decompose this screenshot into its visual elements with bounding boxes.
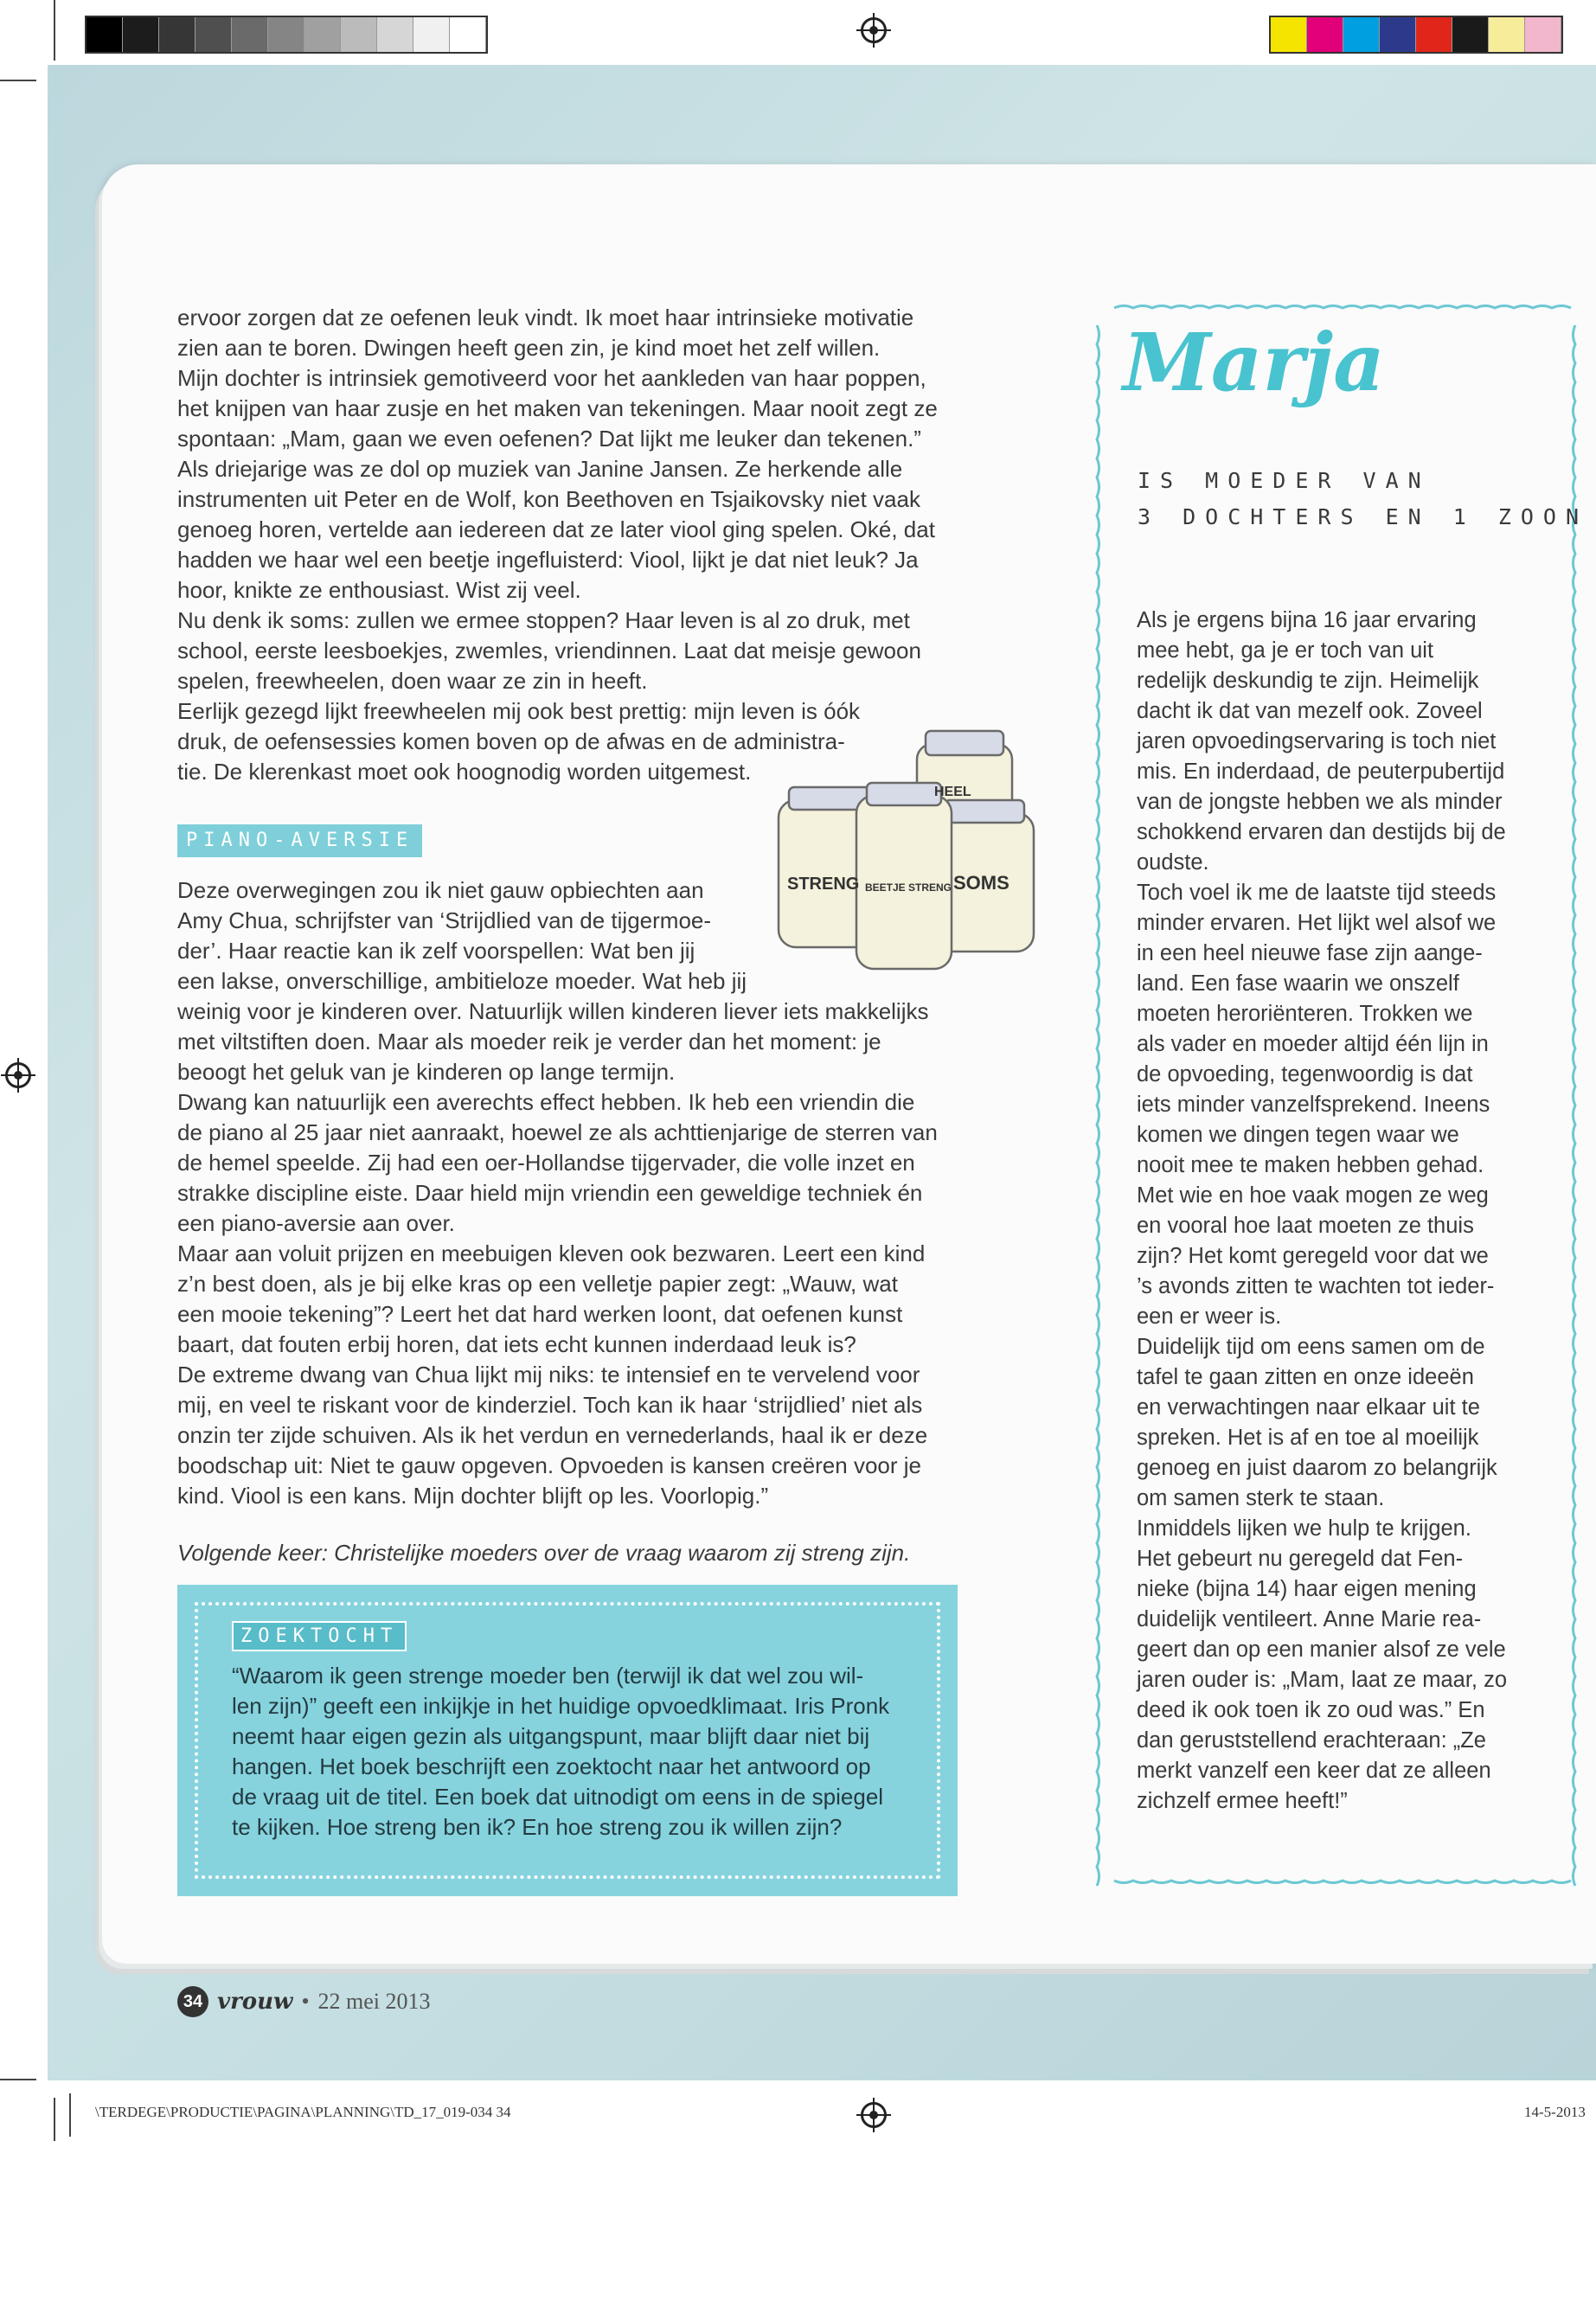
article-body-text: weinig voor je kinderen over. Natuurlijk willen kinderen liever iets makkelijks met viltstiften doen. Maar als moeder reik je verder dan het moment: je beoogt het geluk van je kinderen op lange termijn. Dwang kan natuurlijk een averechts effect hebben. Ik heb een vriendin die de piano al 25 jaar niet aanraakt, hoewel ze als achttienjarige de sterren van de hemel speelde. Zij had een oer-Hollandse tijgervader, die volle inzet en strakke discipline eiste. Daar hield mijn vriendin een geweldige techniek én een piano-aversie aan over. Maar aan voluit prijzen en meebuigen kleven ook bezwaren. Leert een kind z’n best doen, als je bij elke kras op een velletje papier zegt: „Wauw, wat een mooie tekening”? Leert het dat hard werken loont, dat oefenen kunst baart, dat fouten erbij horen, dat iets echt kunnen inderdaad leuk is? De extreme dwang van Chua lijkt mij niks: te intensief en te vervelend voor mij, en veel te riskant voor de kinderziel. Toch kan ik haar ‘strijdlied’ niet als onzin ter zijde schuiven. Als ik het verdun en vernederlands, haal ik er deze boodschap uit: Niet te gauw opgeven. Opvoeden is kansen creëren voor je kind. Viool is een kans. Mijn dochter blijft op les. Voorlopig.” xyxy=(177,998,938,1509)
registration-mark-bottom xyxy=(861,2102,887,2128)
zoektocht-box xyxy=(177,1585,958,1896)
color-swatch-2 xyxy=(1343,17,1380,52)
grayscale-calibration-bar xyxy=(85,16,488,54)
color-swatch-5 xyxy=(1452,17,1489,52)
registration-mark-left xyxy=(5,1062,31,1088)
crop-mark xyxy=(69,2093,71,2137)
registration-mark-top xyxy=(861,17,887,43)
zoektocht-text: “Waarom ik geen strenge moeder ben (terwijl ik dat wel zou wil- len zijn)” geeft een inkijkje in het huidige opvoedklimaat. Iris Pronk neemt haar eigen gezin als uitgangspunt, maar blijft daar niet bij hangen. Het boek beschrijft een zoektocht naar het antwoord op de vraag uit de titel. Een boek dat uitnodigt om eens in de spiegel te kijken. Hoe streng ben ik? En hoe streng zou ik willen zijn? xyxy=(232,1663,890,1840)
gray-swatch-6 xyxy=(304,17,341,52)
sidebar-name: Marja xyxy=(1123,316,1385,409)
color-swatch-6 xyxy=(1489,17,1525,52)
gray-swatch-5 xyxy=(268,17,304,52)
print-slug-date: 14-5-2013 xyxy=(1524,2104,1586,2120)
gray-swatch-9 xyxy=(413,17,450,52)
color-swatch-0 xyxy=(1271,17,1307,52)
gray-swatch-0 xyxy=(87,17,123,52)
print-slug-path: \TERDEGE\PRODUCTIE\PAGINA\PLANNING\TD_17_019-034 34 xyxy=(95,2104,511,2120)
footer-separator: • xyxy=(301,1989,310,2014)
gray-swatch-8 xyxy=(377,17,413,52)
gray-swatch-10 xyxy=(450,17,486,52)
color-swatch-3 xyxy=(1380,17,1416,52)
crop-mark xyxy=(0,80,36,81)
color-calibration-bar xyxy=(1269,16,1563,54)
gray-swatch-1 xyxy=(123,17,159,52)
sidebar-subtitle: IS MOEDER VAN 3 DOCHTERS EN 1 ZOON xyxy=(1138,468,1589,529)
jar-label-beetje-streng: BEETJE STRENG xyxy=(865,881,952,894)
page-footer xyxy=(177,1986,431,2017)
article-body-wrap: Deze overwegingen zou ik niet gauw opbiechten aan Amy Chua, schrijfster van ‘Strijdlied van de tijgermoe- der’. Haar reactie kan ik zelf voorspellen: Wat ben jij een lakse, onverschillige, ambitieloze moeder. Wat heb jij xyxy=(177,877,747,994)
jar-label-streng: STRENG xyxy=(787,875,860,894)
issue-date: 22 mei 2013 xyxy=(317,1989,431,2014)
page-number: 34 xyxy=(177,1986,208,2017)
jars-illustration xyxy=(761,718,1055,977)
zoektocht-heading: ZOEKTOCHT xyxy=(232,1621,407,1651)
gray-swatch-2 xyxy=(159,17,195,52)
crop-mark xyxy=(54,0,55,61)
subhead-piano-aversie: PIANO-AVERSIE xyxy=(177,824,422,857)
crop-mark xyxy=(0,2079,36,2080)
gray-swatch-3 xyxy=(195,17,232,52)
gray-swatch-4 xyxy=(232,17,268,52)
crop-mark xyxy=(54,2098,55,2141)
article-intro-text: ervoor zorgen dat ze oefenen leuk vindt. Ik moet haar intrinsieke motivatie zien aan te boren. Dwingen heeft geen zin, je kind moet het zelf willen. Mijn dochter is intrinsiek gemotiveerd voor het aankleden van haar poppen, het knijpen van haar zusje en het maken van tekeningen. Maar nooit zegt ze spontaan: „Mam, gaan we even oefenen? Dat lijkt me leuker dan tekenen.” Als driejarige was ze dol op muziek van Janine Jansen. Ze herkende alle instrumenten uit Peter en de Wolf, kon Beethoven en Tsjaikovsky niet vaak genoeg horen, vertelde aan iedereen dat ze later viool ging spelen. Oké, dat hadden we haar wel een beetje ingefluisterd: Viool, lijkt je dat niet leuk? Ja hoor, knikte ze enthousiast. Wist zij veel. Nu denk ik soms: zullen we ermee stoppen? Haar leven is al zo druk, met school, eerste leesboekjes, zwemles, vriendinnen. Laat dat meisje gewoon spelen, freewheelen, doen waar ze zin in heeft. Eerlijk gezegd lijkt freewheelen mij ook best prettig: mijn leven is óók druk, de oefensessies komen boven op de afwas en de administra- tie. De klerenkast moet ook hoognodig worden uitgemest. xyxy=(177,304,938,785)
sidebar-text: Als je ergens bijna 16 jaar ervaring mee hebt, ga je er toch van uit redelijk deskundig te zijn. Heimelijk dacht ik dat van mezelf ook. Zoveel jaren opvoedingservaring is toch niet mis. En inderdaad, de peuterpubertijd van de jongste hebben we als minder schokkend ervaren dan destijds bij de oudste. Toch voel ik me de laatste tijd steeds minder ervaren. Het lijkt wel alsof we in een heel nieuwe fase zijn aange- land. Een fase waarin we onszelf moeten heroriënteren. Trokken we als vader en moeder altijd één lijn in de opvoeding, tegenwoordig is dat iets minder vanzelfsprekend. Ineens komen we dingen tegen waar we nooit mee te maken hebben gehad. Met wie en hoe vaak mogen ze weg en vooral hoe laat moeten ze thuis zijn? Het komt geregeld voor dat we ’s avonds zitten te wachten tot ieder- een er weer is. Duidelijk tijd om eens samen om de tafel te gaan zitten en onze ideeën en verwachtingen naar elkaar uit te spreken. Het is af en toe al moeilijk genoeg en juist daarom zo belangrijk om samen sterk te staan. Inmiddels lijken we hulp te krijgen. Het gebeurt nu geregeld dat Fen- nieke (bijna 14) haar eigen mening duidelijk ventileert. Anne Marie rea- geert dan op een manier alsof ze vele jaren ouder is: „Mam, laat ze maar, zo deed ik ook toen ik zo oud was.” En dan geruststellend erachteraan: „Ze merkt vanzelf een keer dat ze alleen zichzelf ermee heeft!” xyxy=(1137,608,1508,1813)
color-swatch-7 xyxy=(1525,17,1561,52)
jar-label-heel: HEEL xyxy=(934,785,971,799)
jar-label-soms: SOMS xyxy=(953,872,1010,894)
magazine-brand: vrouw xyxy=(217,1989,293,2015)
color-swatch-4 xyxy=(1416,17,1452,52)
next-time-note: Volgende keer: Christelijke moeders over de vraag waarom zij streng zijn. xyxy=(177,1540,911,1566)
gray-swatch-7 xyxy=(341,17,377,52)
color-swatch-1 xyxy=(1307,17,1343,52)
